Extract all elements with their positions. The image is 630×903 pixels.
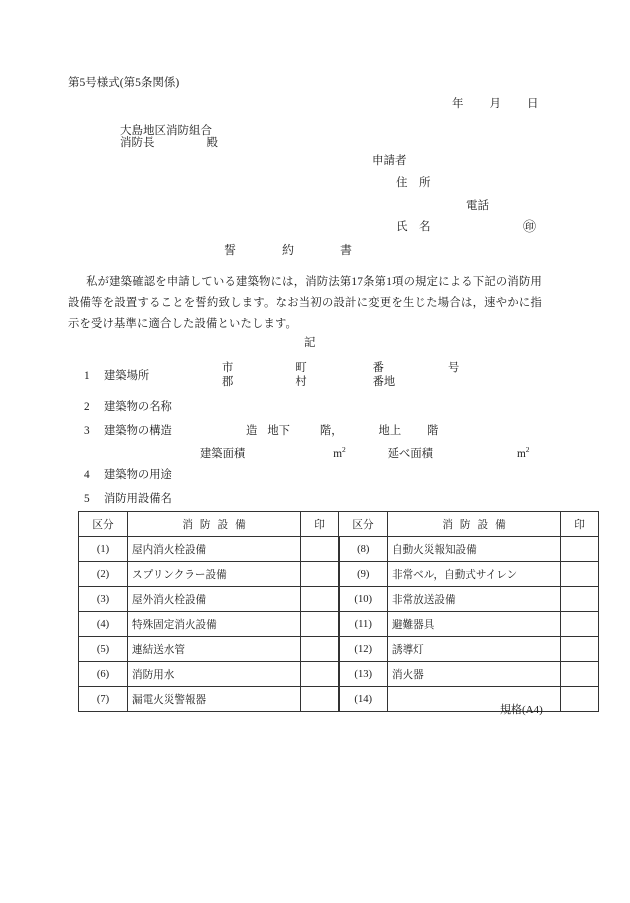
- row-number: (4): [79, 612, 128, 637]
- location-ban: 番: [372, 362, 384, 374]
- row-number: (13): [339, 662, 388, 687]
- item-4-label: 建築物の用途: [104, 469, 172, 481]
- pledge-body-text: 私が建築確認を申請している建築物には，消防法第17条第1項の規定による下記の消防用設備等を設置することを誓約致します。なお当初の設計に変更を生じた場合は，速やかに指示を受け基準に適合した設備といたします。: [68, 276, 542, 330]
- row-number: (1): [79, 537, 128, 562]
- note-marker: 記: [304, 337, 316, 349]
- paper-size-note: 規格(A4): [500, 704, 543, 716]
- table-body: [79, 537, 599, 712]
- row-equipment-name: 避難器具: [388, 612, 561, 637]
- structure-ground: 地上: [378, 425, 402, 437]
- title-char-1: 誓: [224, 243, 237, 257]
- row-number: (7): [79, 687, 128, 712]
- row-equipment-name: 誘導灯: [388, 637, 561, 662]
- honorific: 殿: [206, 137, 218, 149]
- row-number: (5): [79, 637, 128, 662]
- row-seal-cell[interactable]: [561, 637, 599, 662]
- organization-name: 大島地区消防組合: [120, 125, 212, 137]
- building-area-unit-exponent: 2: [342, 445, 346, 454]
- table-row: [79, 612, 599, 637]
- date-day: 日: [527, 98, 539, 110]
- item-3-area-line: [200, 446, 530, 460]
- table-row: [79, 637, 599, 662]
- header-seal-right: 印: [561, 512, 599, 537]
- seal-stamp-icon: ㊞: [523, 219, 537, 234]
- structure-basement-floors: 階，: [319, 425, 343, 437]
- row-seal-cell[interactable]: [301, 587, 339, 612]
- item-1-location-line-2: [222, 377, 395, 388]
- structure-zou: 造: [246, 425, 258, 437]
- table-row: [79, 562, 599, 587]
- row-seal-cell[interactable]: [561, 562, 599, 587]
- row-number: (3): [79, 587, 128, 612]
- title-char-2: 約: [282, 243, 295, 257]
- row-number: (8): [339, 537, 388, 562]
- row-number: (6): [79, 662, 128, 687]
- table-row: [79, 587, 599, 612]
- location-town: 町: [295, 362, 307, 374]
- row-seal-cell[interactable]: [301, 537, 339, 562]
- table-row: [79, 662, 599, 687]
- item-1-label: 建築場所: [104, 370, 150, 382]
- date-year: 年: [452, 98, 464, 110]
- structure-basement: 地下: [267, 425, 290, 437]
- name-label: 氏 名: [396, 221, 431, 233]
- applicant-label: 申請者: [372, 155, 407, 167]
- row-equipment-name: 非常放送設備: [388, 587, 561, 612]
- title-char-3: 書: [340, 243, 353, 257]
- row-seal-cell[interactable]: [301, 662, 339, 687]
- row-number: (11): [339, 612, 388, 637]
- row-equipment-name: 特殊固定消火設備: [128, 612, 301, 637]
- header-equipment-right: 消防設備: [388, 512, 561, 537]
- row-equipment-name: 消火器: [388, 662, 561, 687]
- row-seal-cell[interactable]: [301, 612, 339, 637]
- row-number: (12): [339, 637, 388, 662]
- row-seal-cell[interactable]: [301, 562, 339, 587]
- item-3-structure-line: [246, 426, 438, 437]
- item-2-label: 建築物の名称: [104, 401, 172, 413]
- total-area-unit: m: [516, 447, 526, 460]
- chief-title: 消防長: [120, 137, 155, 149]
- page-title: [224, 244, 352, 256]
- building-area-label: 建築面積: [200, 447, 246, 460]
- fire-equipment-table: [78, 511, 599, 712]
- row-number: (14): [339, 687, 388, 712]
- row-equipment-name: 非常ベル，自動式サイレン: [388, 562, 561, 587]
- header-seal-left: 印: [301, 512, 339, 537]
- address-label: 住 所: [396, 177, 431, 189]
- total-area-unit-exponent: 2: [525, 445, 530, 454]
- total-area-label: 延べ面積: [387, 447, 433, 460]
- form-code: 第5号様式(第5条関係): [68, 77, 180, 89]
- row-seal-cell[interactable]: [561, 587, 599, 612]
- header-division-left: 区分: [79, 512, 128, 537]
- location-gou: 号: [447, 362, 460, 374]
- row-equipment-name: 屋外消火栓設備: [128, 587, 301, 612]
- item-3-number: 3: [84, 425, 90, 437]
- item-5-number: 5: [84, 493, 90, 505]
- location-village: 村: [295, 376, 307, 388]
- header-division-right: 区分: [339, 512, 388, 537]
- row-seal-cell[interactable]: [561, 537, 599, 562]
- item-4-number: 4: [84, 469, 90, 481]
- date-month: 月: [489, 98, 501, 110]
- location-banchi: 番地: [372, 376, 396, 388]
- row-equipment-name: 屋内消火栓設備: [128, 537, 301, 562]
- table-row: [79, 537, 599, 562]
- row-seal-cell[interactable]: [561, 612, 599, 637]
- row-seal-cell[interactable]: [561, 662, 599, 687]
- location-city: 市: [222, 362, 234, 374]
- item-5-label: 消防用設備名: [104, 493, 172, 505]
- row-equipment-name: 漏電火災警報器: [128, 687, 301, 712]
- location-county: 郡: [222, 376, 234, 388]
- table-header-row: [79, 512, 599, 537]
- building-area-unit: m: [333, 447, 342, 460]
- row-equipment-name: 連結送水管: [128, 637, 301, 662]
- date-line: [452, 99, 539, 111]
- row-seal-cell[interactable]: [561, 687, 599, 712]
- row-number: (10): [339, 587, 388, 612]
- header-equipment-left: 消防設備: [128, 512, 301, 537]
- row-seal-cell[interactable]: [301, 637, 339, 662]
- row-number: (2): [79, 562, 128, 587]
- item-1-number: 1: [84, 370, 90, 382]
- row-equipment-name: スプリンクラー設備: [128, 562, 301, 587]
- item-3-label: 建築物の構造: [104, 425, 172, 437]
- row-equipment-name: 自動火災報知設備: [388, 537, 561, 562]
- structure-ground-floors: 階: [427, 425, 439, 437]
- item-1-location-line-1: [222, 363, 459, 374]
- row-number: (9): [339, 562, 388, 587]
- item-2-number: 2: [84, 401, 90, 413]
- chief-row: [120, 138, 218, 150]
- row-seal-cell[interactable]: [301, 687, 339, 712]
- telephone-label: 電話: [466, 200, 489, 212]
- row-equipment-name: 消防用水: [128, 662, 301, 687]
